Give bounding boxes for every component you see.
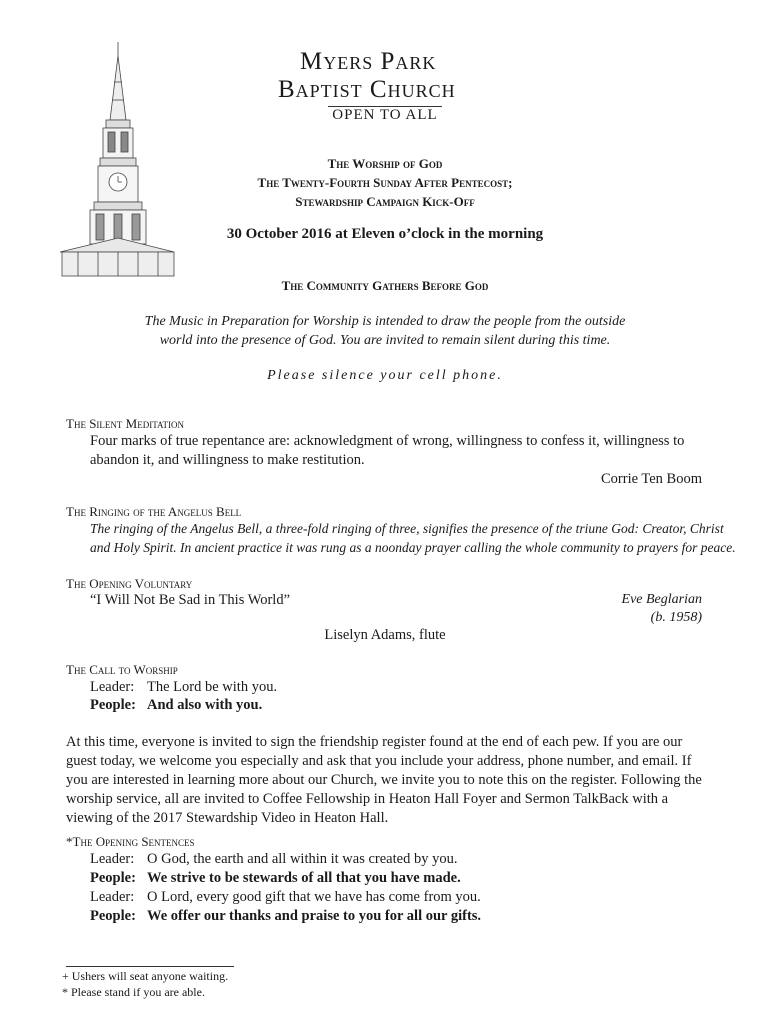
silent-meditation-attribution: Corrie Ten Boom [600, 471, 702, 487]
worship-occasion: The Twenty-Fourth Sunday After Pentecost; [257, 175, 513, 190]
footnote-ushers: + Ushers will seat anyone waiting. [62, 969, 229, 983]
church-name-line2: Baptist Church [278, 76, 456, 103]
leader-text: O Lord, every good gift that we have has come from you. [147, 889, 481, 905]
opening-sentences-row [90, 908, 481, 925]
leader-label: Leader: [90, 889, 135, 905]
people-label: People: [90, 870, 136, 886]
footnote-divider [66, 966, 234, 967]
people-label: People: [90, 697, 136, 713]
worship-campaign: Stewardship Campaign Kick-Off [295, 194, 475, 209]
angelus-bell-text-line2: and Holy Spirit. In ancient practice it was rung as a noonday prayer calling the whole community to prayers for peace. [90, 540, 736, 555]
call-to-worship-row [90, 697, 262, 714]
silent-meditation-text-line2: abandon it, and willingness to make restitution. [90, 452, 365, 468]
silence-phone-note: Please silence your cell phone. [267, 368, 503, 383]
church-tagline: OPEN TO ALL [332, 107, 438, 123]
call-to-worship-row [90, 679, 277, 696]
voluntary-performer: Liselyn Adams, flute [324, 627, 446, 643]
angelus-bell-text-line1: The ringing of the Angelus Bell, a three-fold ringing of three, signifies the presence of the triune God: Creator, Christ [90, 521, 724, 536]
welcome-paragraph: At this time, everyone is invited to sign the friendship register found at the end of each pew. If you are our guest today, we welcome you especially and ask that you include your address, phone number, and email. If you are interested in learning more about our Church, we invite you to note this on the register. Following the worship service, all are invited to Coffee Fellowship in Heaton Hall Foyer and Sermon TalkBack with a viewing of the 2017 Stewardship Video in Heaton Hall. [66, 734, 702, 826]
opening-sentences-row [90, 870, 461, 887]
people-text: We offer our thanks and praise to you for all our gifts. [147, 908, 482, 924]
leader-text: The Lord be with you. [147, 679, 278, 695]
people-text: We strive to be stewards of all that you have made. [147, 870, 461, 886]
silent-meditation-heading: The Silent Meditation [66, 416, 184, 431]
people-label: People: [90, 908, 136, 924]
voluntary-title: “I Will Not Be Sad in This World” [90, 592, 291, 608]
voluntary-composer: Eve Beglarian [621, 592, 702, 607]
music-preparation-line1: The Music in Preparation for Worship is intended to draw the people from the outside [144, 314, 626, 329]
footnote-stand: * Please stand if you are able. [62, 985, 205, 999]
opening-sentences-heading: *The Opening Sentences [66, 834, 195, 849]
angelus-bell-heading: The Ringing of the Angelus Bell [66, 504, 242, 519]
call-to-worship-heading: The Call to Worship [66, 662, 178, 677]
voluntary-composer-years: (b. 1958) [650, 610, 702, 625]
church-name-line1: Myers Park [300, 48, 437, 75]
worship-date: 30 October 2016 at Eleven o’clock in the morning [226, 226, 544, 242]
music-preparation-line2: world into the presence of God. You are invited to remain silent during this time. [159, 333, 611, 348]
leader-text: O God, the earth and all within it was created by you. [147, 851, 458, 867]
opening-sentences-row [90, 851, 457, 868]
worship-title: The Worship of God [327, 156, 443, 171]
opening-voluntary-heading: The Opening Voluntary [66, 576, 193, 591]
opening-sentences-row [90, 889, 481, 906]
silent-meditation-text-line1: Four marks of true repentance are: acknowledgment of wrong, willingness to confess it, willingness to [90, 433, 685, 449]
leader-label: Leader: [90, 851, 135, 867]
leader-label: Leader: [90, 679, 135, 695]
section-heading-gathers: The Community Gathers Before God [281, 278, 489, 293]
people-text: And also with you. [147, 697, 263, 713]
